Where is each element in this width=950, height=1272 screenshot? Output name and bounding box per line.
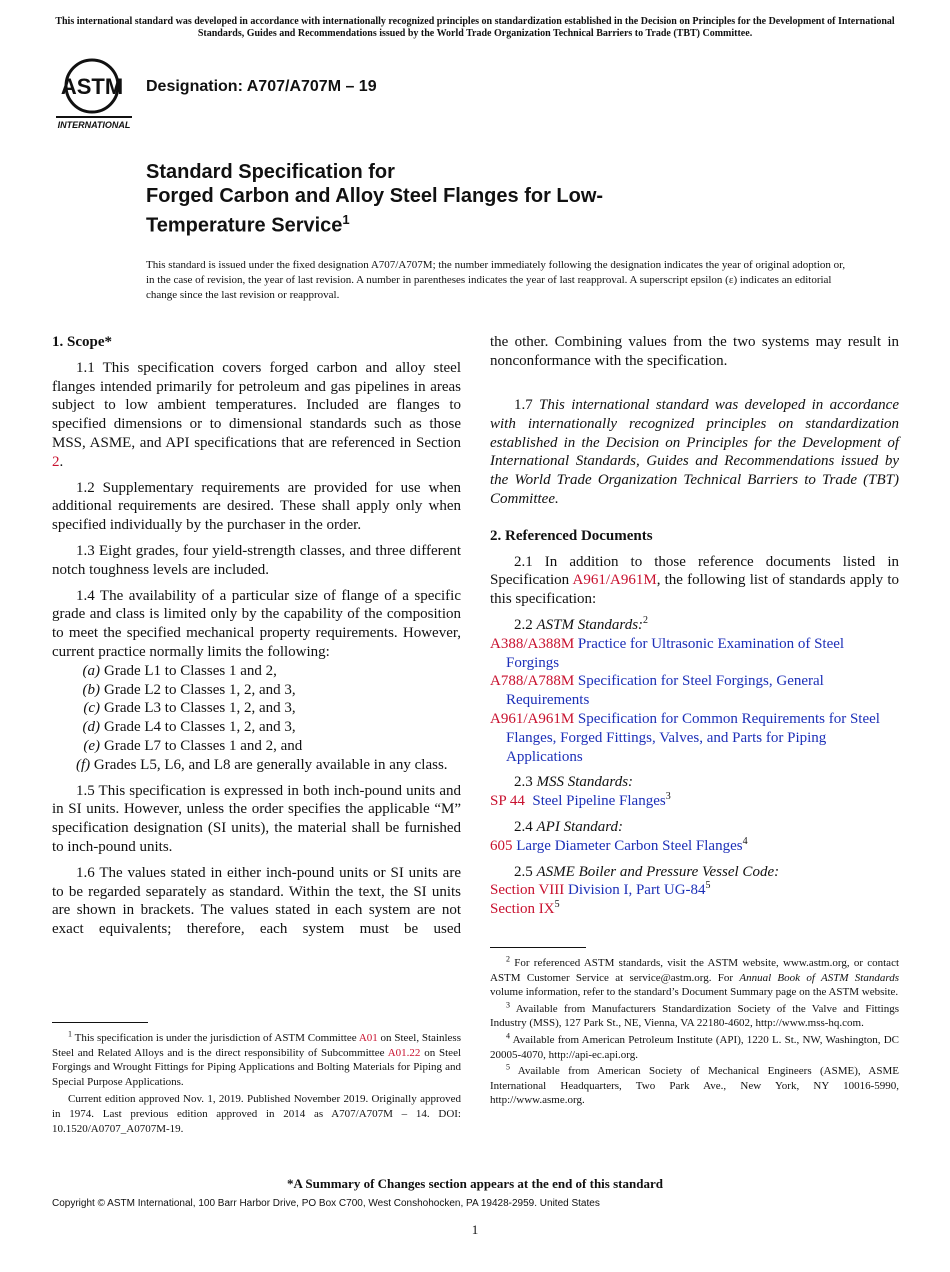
footnote-4 bbox=[490, 1033, 899, 1062]
page-number: 1 bbox=[471, 1222, 479, 1237]
subcommittee-a01-22-link[interactable]: A01.22 bbox=[387, 1046, 421, 1059]
footnote-1-mark: 1 bbox=[68, 1029, 72, 1039]
section-2-link[interactable]: 2 bbox=[52, 453, 60, 470]
left-footnotes bbox=[52, 1022, 461, 1136]
asme-heading-label: ASME Boiler and Pressure Vessel Code: bbox=[536, 863, 780, 880]
list-mark: (b) bbox=[82, 681, 100, 698]
list-mark: (d) bbox=[82, 719, 100, 736]
copyright: Copyright © ASTM International, 100 Barr Harbor Drive, PO Box C700, West Conshohocken, PA 19428-2959. United States bbox=[52, 1198, 600, 1209]
title-line-3 bbox=[146, 208, 706, 238]
api-standard-heading bbox=[490, 818, 899, 837]
edition-note: Current edition approved Nov. 1, 2019. Published November 2019. Originally approved in 1974. Last previous edition approved in 2014 as A707/A707M – 14. DOI: 10.1520/A0707_A0707M-19. bbox=[52, 1093, 461, 1135]
ref-api605[interactable] bbox=[490, 837, 899, 856]
astm-logo bbox=[54, 58, 134, 130]
astm-standards-heading bbox=[490, 616, 899, 635]
ref-code[interactable]: A961/A961M bbox=[490, 710, 575, 727]
fn3-text: Available from Manufacturers Standardization Society of the Valve and Fittings Industry (MSS), 127 Park St., NE, Vienna, VA 22180-4602, http://www.mss-hq.com. bbox=[490, 1002, 899, 1030]
ref-title[interactable]: Specification for Common Requirements for Steel Flanges, Forged Fittings, Valves, and Parts for Piping Applications bbox=[506, 710, 880, 765]
footnote-5-mark: 5 bbox=[506, 1062, 510, 1072]
list-mark: (f) bbox=[76, 756, 91, 773]
para-1-1-text: 1.1 This specification covers forged carbon and alloy steel flanges intended primarily for petroleum and gas pipelines in areas subject to low ambient temperatures. Included are flanges to specified dimensions or to dimensional standards such as those MSS, ASME, and API specifications that are referenced in Section bbox=[52, 359, 461, 451]
asme-footnote-mark: 5 bbox=[554, 899, 560, 911]
footnote-4-mark: 4 bbox=[506, 1031, 510, 1041]
para-1-5: 1.5 This specification is expressed in both inch-pound units and in SI units. However, unless the order specifies the applicable “M” specification designation (SI units), the material shall be furnished to inch-pound units. bbox=[52, 782, 461, 855]
para-1-1 bbox=[52, 359, 461, 472]
footnote-3-mark: 3 bbox=[506, 1000, 510, 1010]
mss-heading-label: MSS Standards: bbox=[536, 774, 634, 791]
para-1-7 bbox=[490, 396, 899, 509]
footnote-2-mark: 2 bbox=[506, 954, 510, 964]
title-footnote-mark: 1 bbox=[342, 212, 350, 227]
title-line-3-text: Temperature Service bbox=[146, 214, 343, 237]
ref-title[interactable]: Division I, Part UG-84 bbox=[568, 882, 706, 899]
list-item bbox=[52, 718, 461, 737]
ref-a961[interactable] bbox=[490, 710, 899, 766]
para-1-7-text: This international standard was developed in accordance with internationally recognized principles on standardization established in the Decision on Principles for the Development of International Standards, Guides and Recommendations issued by the World Trade Organization Technical Barriers to Trade (TBT) Committee. bbox=[490, 397, 899, 507]
list-text: Grades L5, L6, and L8 are generally available in any class. bbox=[93, 756, 448, 773]
list-item bbox=[52, 737, 461, 756]
astm-heading-label: ASTM Standards: bbox=[536, 616, 644, 633]
asme-heading-num: 2.5 bbox=[514, 863, 533, 880]
list-text: Grade L1 to Classes 1 and 2, bbox=[104, 662, 277, 679]
footnote-5 bbox=[490, 1064, 899, 1108]
astm-footnote-mark: 2 bbox=[643, 614, 649, 626]
ref-a788[interactable] bbox=[490, 672, 899, 710]
list-text: Grade L2 to Classes 1, 2, and 3, bbox=[104, 681, 296, 698]
para-2-1 bbox=[490, 553, 899, 609]
tbt-notice: This international standard was developed in accordance with internationally recognized principles on standardization established in the Decision on Principles for the Development of International Standards, Guides and Recommendations issued by the World Trade Organization Technical Barriers to Trade (TBT) Committee. bbox=[55, 16, 895, 39]
para-1-4: 1.4 The availability of a particular size of flange of a specific grade and class is limited only by the capability of the composition to meet the specified mechanical property requirements. However, current practice normally limits the following: bbox=[52, 587, 461, 660]
ref-title[interactable]: Specification for Steel Forgings, General Requirements bbox=[506, 673, 824, 709]
para-1-6-tail: the other. Combining values from the two systems may result in nonconformance with the specification. bbox=[490, 334, 899, 369]
referenced-heading: 2. Referenced Documents bbox=[490, 527, 653, 544]
list-mark: (c) bbox=[83, 700, 100, 717]
footnote-list bbox=[490, 956, 899, 1108]
scope-heading: 1. Scope* bbox=[52, 334, 112, 350]
list-item bbox=[52, 756, 461, 775]
ref-title[interactable]: Practice for Ultrasonic Examination of Steel Forgings bbox=[506, 635, 845, 671]
list-item bbox=[52, 699, 461, 718]
ref-code[interactable]: SP 44 bbox=[490, 793, 525, 810]
right-footnotes bbox=[490, 947, 899, 1108]
para-1-6: 1.6 The values stated in either inch-pound units or SI units are to be regarded separately as standard. Within the text, the SI units are shown in brackets. The values stated in each system are not exact equivalents; therefore, each system must be used bbox=[52, 864, 461, 938]
list-item bbox=[52, 681, 461, 700]
para-1-1-end: . bbox=[59, 453, 64, 470]
fn1-c: on Steel Forgings and Wrought Fittings for Piping Applications and Bolting Materials for Piping and Special Purpose Applications. bbox=[52, 1046, 462, 1088]
committee-a01-link[interactable]: A01 bbox=[358, 1032, 378, 1044]
para-1-3: 1.3 Eight grades, four yield-strength classes, and three different notch toughness levels are included. bbox=[52, 542, 461, 578]
title-line-1: Standard Specification for bbox=[146, 161, 395, 183]
fn2-italic: Annual Book of ASTM Standards bbox=[739, 971, 899, 984]
logo-subtext: INTERNATIONAL bbox=[57, 120, 131, 130]
footnote-2 bbox=[490, 956, 899, 1000]
fn5-text: Available from American Society of Mechanical Engineers (ASME), ASME International Headquarters, Two Park Ave., New York, NY 10016-5990, http://www.asme.org. bbox=[490, 1065, 899, 1107]
ref-code[interactable]: Section VIII bbox=[490, 882, 565, 899]
ref-code[interactable]: Section IX bbox=[490, 901, 555, 918]
fn2-a: For referenced ASTM standards, visit the ASTM website, www.astm.org, or contact ASTM Customer Service at service@astm.org. For bbox=[490, 957, 900, 984]
mss-standards-heading bbox=[490, 773, 899, 792]
ref-asme-viii[interactable] bbox=[490, 881, 899, 900]
footnote-1-text bbox=[52, 1031, 461, 1089]
a961-link[interactable]: A961/A961M bbox=[572, 572, 657, 589]
asme-footnote-mark: 5 bbox=[705, 880, 711, 892]
right-column bbox=[490, 333, 899, 919]
astm-heading-num: 2.2 bbox=[514, 616, 533, 633]
fn2-b: volume information, refer to the standard’s Document Summary page on the ASTM website. bbox=[490, 986, 899, 999]
asme-code-heading bbox=[490, 863, 899, 882]
mss-heading-num: 2.3 bbox=[514, 774, 533, 791]
ref-title[interactable]: Large Diameter Carbon Steel Flanges bbox=[516, 837, 743, 854]
left-column bbox=[52, 333, 461, 939]
api-heading-num: 2.4 bbox=[514, 818, 533, 835]
list-item bbox=[52, 662, 461, 681]
ref-asme-ix[interactable] bbox=[490, 900, 899, 919]
ref-code[interactable]: 605 bbox=[490, 837, 513, 854]
fn1-b: on Steel, Stainless Steel and Related Alloys and is the direct responsibility of Subcommittee bbox=[52, 1032, 461, 1059]
mss-footnote-mark: 3 bbox=[665, 791, 671, 803]
footnote-rule bbox=[490, 947, 586, 948]
issued-note: This standard is issued under the fixed designation A707/A707M; the number immediately following the designation indicates the year of original adoption or, in the case of revision, the year of last revision. A number in parentheses indicates the year of last reapproval. A superscript epsilon (ε) indicates an editorial change since the last revision or reapproval. bbox=[146, 259, 846, 301]
ref-title[interactable]: Steel Pipeline Flanges bbox=[532, 793, 666, 810]
grade-list bbox=[52, 662, 461, 775]
title-line-2: Forged Carbon and Alloy Steel Flanges for Low- bbox=[146, 185, 604, 207]
summary-of-changes-note: *A Summary of Changes section appears at the end of this standard bbox=[287, 1176, 663, 1191]
api-heading-label: API Standard: bbox=[536, 818, 624, 835]
list-text: Grade L7 to Classes 1 and 2, and bbox=[104, 737, 303, 754]
para-2-1-a: 2.1 In addition to those reference documents listed in Specification bbox=[490, 553, 899, 589]
fn4-text: Available from American Petroleum Institute (API), 1220 L. St., NW, Washington, DC 20005-4070, http://api-ec.api.org. bbox=[490, 1033, 899, 1061]
para-2-1-b: , the following list of standards apply to this specification: bbox=[490, 572, 899, 608]
footnote-rule bbox=[52, 1022, 148, 1023]
astm-logo-graphic bbox=[54, 58, 134, 130]
list-text: Grade L4 to Classes 1, 2, and 3, bbox=[104, 719, 296, 736]
logo-text: ASTM bbox=[60, 74, 124, 99]
footnote-3 bbox=[490, 1002, 899, 1031]
standard-title bbox=[146, 160, 706, 238]
para-1-7-num: 1.7 bbox=[514, 397, 533, 413]
ref-a388[interactable] bbox=[490, 635, 899, 673]
list-mark: (e) bbox=[83, 737, 100, 754]
ref-sp44[interactable] bbox=[490, 792, 899, 811]
ref-code[interactable]: A388/A388M bbox=[490, 635, 575, 652]
designation: Designation: A707/A707M – 19 bbox=[146, 78, 377, 95]
fn1-a: This specification is under the jurisdiction of ASTM Committee bbox=[74, 1032, 359, 1044]
footnote-1 bbox=[52, 1031, 461, 1136]
ref-code[interactable]: A788/A788M bbox=[490, 673, 575, 690]
para-1-2: 1.2 Supplementary requirements are provided for use when additional requirements are desired. These shall apply only when specified individually by the purchaser in the order. bbox=[52, 479, 461, 534]
api-footnote-mark: 4 bbox=[742, 835, 748, 847]
list-text: Grade L3 to Classes 1, 2, and 3, bbox=[104, 700, 296, 717]
list-mark: (a) bbox=[82, 662, 100, 679]
para-1-6-continued bbox=[490, 333, 899, 389]
